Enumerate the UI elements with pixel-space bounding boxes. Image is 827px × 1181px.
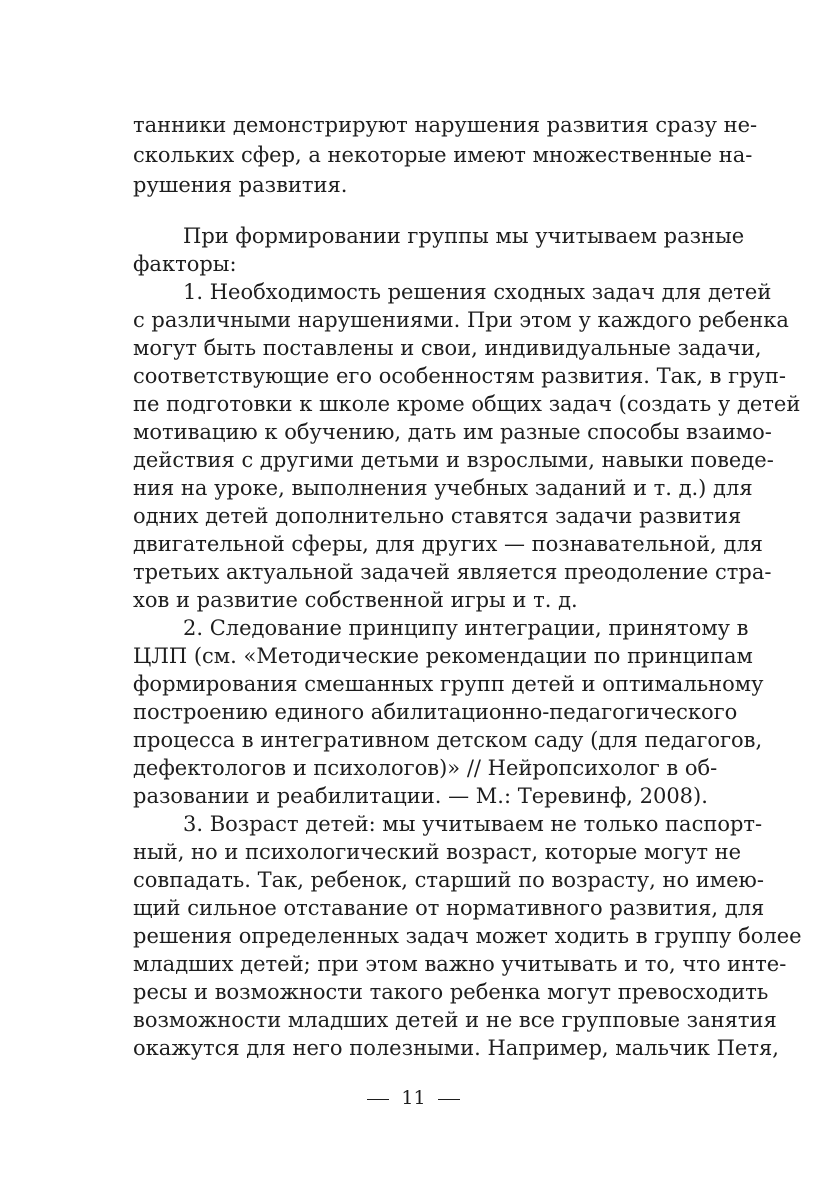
text-line: построению единого абилитационно-педагогического — [133, 700, 738, 724]
page-number: 11 — [401, 1087, 426, 1109]
text-line: рушения развития. — [133, 173, 348, 197]
text-line: пе подготовки к школе кроме общих задач (создать у детей — [133, 392, 801, 416]
text-line: совпадать. Так, ребенок, старший по возрасту, но имею- — [133, 868, 764, 892]
text-line: одних детей дополнительно ставятся задачи развития — [133, 504, 742, 528]
text-line: хов и развитие собственной игры и т. д. — [133, 588, 578, 612]
text-line: младших детей; при этом важно учитывать и то, что инте- — [133, 952, 787, 976]
text-line: формирования смешанных групп детей и оптимальному — [133, 672, 764, 696]
text-line: решения определенных задач может ходить в группу более — [133, 924, 802, 948]
text-line: скольких сфер, а некоторые имеют множественные на- — [133, 143, 753, 167]
page-folio — [0, 1085, 827, 1111]
text-line: процесса в интегративном детском саду (для педагогов, — [133, 728, 763, 752]
text-line: дефектологов и психологов)» // Нейропсихолог в об- — [133, 756, 718, 780]
text-line: ный, но и психологический возраст, которые могут не — [133, 840, 742, 864]
folio-left-dash — [367, 1099, 389, 1100]
text-line: факторы: — [133, 252, 237, 276]
folio-right-dash — [438, 1099, 460, 1100]
text-line: окажутся для него полезными. Например, мальчик Петя, — [133, 1036, 779, 1060]
text-line: третьих актуальной задачей является преодоление стра- — [133, 560, 772, 584]
text-line: мотивацию к обучению, дать им разные способы взаимо- — [133, 420, 772, 444]
text-line: При формировании группы мы учитываем разные — [183, 224, 745, 248]
text-line: с различными нарушениями. При этом у каждого ребенка — [133, 308, 789, 332]
text-line: возможности младших детей и не все групповые занятия — [133, 1008, 777, 1032]
text-line: 2. Следование принципу интеграции, принятому в — [183, 616, 749, 640]
text-line: 3. Возраст детей: мы учитываем не только паспорт- — [183, 812, 763, 836]
text-line: танники демонстрируют нарушения развития сразу не- — [133, 113, 758, 137]
text-line: соответствующие его особенностям развития. Так, в груп- — [133, 364, 786, 388]
text-line: ЦЛП (см. «Методические рекомендации по принципам — [133, 644, 753, 668]
text-line: двигательной сферы, для других — познавательной, для — [133, 532, 763, 556]
text-line: ресы и возможности такого ребенка могут превосходить — [133, 980, 769, 1004]
text-line: ния на уроке, выполнения учебных заданий и т. д.) для — [133, 476, 753, 500]
text-line: щий сильное отставание от нормативного развития, для — [133, 896, 765, 920]
text-line: могут быть поставлены и свои, индивидуальные задачи, — [133, 336, 762, 360]
text-line: действия с другими детьми и взрослыми, навыки поведе- — [133, 448, 774, 472]
text-line: разовании и реабилитации. — М.: Теревинф, 2008). — [133, 784, 708, 808]
text-line: 1. Необходимость решения сходных задач для детей — [183, 280, 772, 304]
